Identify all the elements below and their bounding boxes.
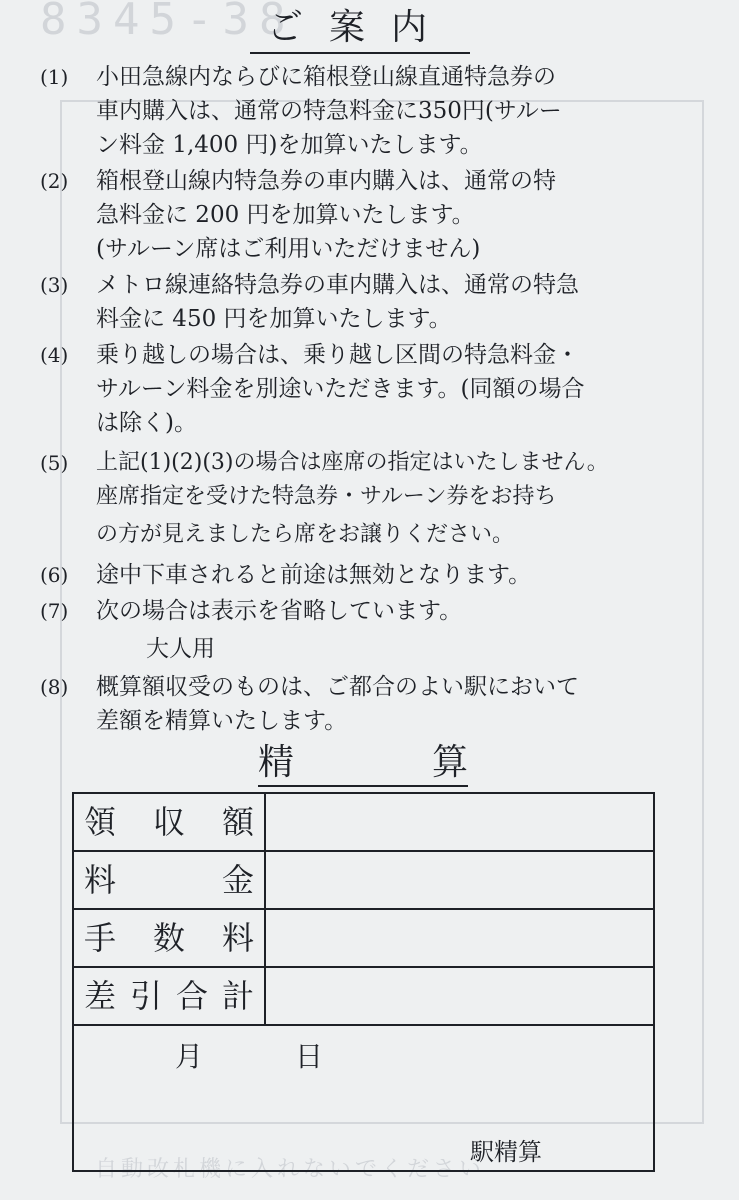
- settlement-row-label: [74, 968, 266, 1024]
- notice-number: (6): [40, 563, 69, 587]
- notice-number: (7): [40, 599, 69, 623]
- settlement-title: [258, 741, 468, 787]
- background-serial: 8345-38: [40, 0, 296, 45]
- settlement-row-label: [74, 852, 266, 908]
- label-char: 額: [221, 803, 254, 841]
- notice-line: 差額を精算いたします。: [96, 708, 348, 734]
- notice-line: 概算額収受のものは、ご都合のよい駅において: [96, 674, 579, 700]
- settlement-row-label: [74, 910, 266, 966]
- settlement-row: [74, 794, 655, 852]
- notice-item: [40, 670, 700, 738]
- notice-line: (サルーン席はご利用いただけません): [96, 236, 481, 262]
- label-char: 計: [221, 977, 254, 1015]
- label-char: 差: [84, 977, 117, 1015]
- notice-line: 上記(1)(2)(3)の場合は座席の指定はいたしません。: [96, 450, 609, 475]
- notice-number: (2): [40, 169, 69, 193]
- notice-line: は除く)。: [96, 410, 197, 436]
- notice-item: [40, 558, 700, 592]
- settlement-row: [74, 852, 655, 910]
- settlement-row: [74, 910, 655, 968]
- notice-item: [40, 164, 700, 266]
- notice-line: 座席指定を受けた特急券・サルーン券をお持ち: [96, 484, 557, 509]
- notice-line: サルーン料金を別途いただきます。(同額の場合: [96, 376, 585, 402]
- title-char: 算: [431, 742, 468, 783]
- notice-line: 車内購入は、通常の特急料金に350円(サルー: [96, 98, 562, 124]
- notice-list: [40, 60, 700, 738]
- label-char: 収: [152, 803, 185, 841]
- settlement-day: 日: [295, 1040, 324, 1073]
- notice-line: ン料金 1,400 円)を加算いたします。: [96, 132, 483, 158]
- label-char: 合: [175, 977, 208, 1015]
- background-bottom-text: 自動改札機に入れないでください: [95, 1157, 486, 1182]
- notice-number: (8): [40, 675, 69, 699]
- notice-number: (4): [40, 343, 69, 367]
- station-settlement-label: 駅精算: [470, 1138, 542, 1166]
- notice-line: 途中下車されると前途は無効となります。: [96, 562, 532, 588]
- label-char: 料: [84, 861, 117, 899]
- notice-item: [40, 446, 700, 552]
- label-char: 領: [84, 803, 117, 841]
- settlement-row-label: [74, 794, 266, 850]
- title-char: 精: [258, 742, 295, 783]
- page-title: ご案内: [250, 6, 470, 54]
- notice-sub-line: 大人用: [146, 636, 215, 662]
- notice-number: (5): [40, 451, 69, 475]
- settlement-table: [72, 792, 655, 1172]
- notice-line: 料金に 450 円を加算いたします。: [96, 306, 452, 332]
- notice-line: 乗り越しの場合は、乗り越し区間の特急料金・: [96, 342, 579, 368]
- notice-line: 急料金に 200 円を加算いたします。: [96, 202, 475, 228]
- settlement-month: 月: [175, 1040, 204, 1073]
- settlement-title-text: [258, 741, 468, 785]
- notice-item: [40, 268, 700, 336]
- notice-number: (3): [40, 273, 69, 297]
- notice-line: 小田急線内ならびに箱根登山線直通特急券の: [96, 64, 556, 90]
- label-char: 数: [152, 919, 185, 957]
- label-char: 引: [129, 977, 162, 1015]
- notice-item: [40, 338, 700, 440]
- settlement-row: [74, 968, 655, 1026]
- label-char: 料: [221, 919, 254, 957]
- notice-item: [40, 60, 700, 162]
- notice-item: [40, 594, 700, 628]
- label-char: 金: [221, 861, 254, 899]
- notice-line: 箱根登山線内特急券の車内購入は、通常の特: [96, 168, 556, 194]
- notice-line: 次の場合は表示を省略しています。: [96, 598, 463, 624]
- notice-line: メトロ線連絡特急券の車内購入は、通常の特急: [96, 272, 579, 298]
- label-char: 手: [84, 919, 117, 957]
- notice-number: (1): [40, 65, 69, 89]
- notice-line: の方が見えましたら席をお譲りください。: [96, 522, 515, 547]
